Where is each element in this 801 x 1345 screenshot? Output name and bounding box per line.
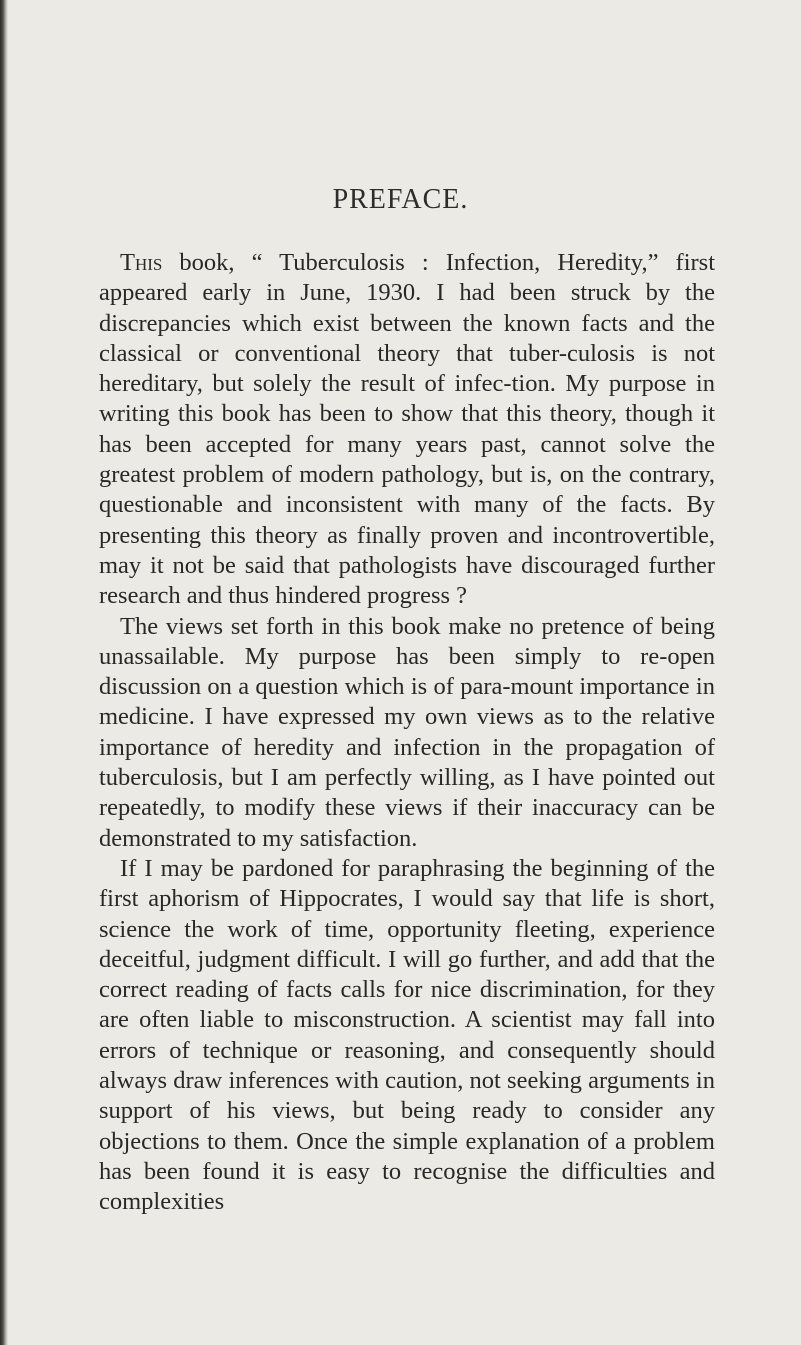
paragraph-3: If I may be pardoned for paraphrasing the beginning of the first aphorism of Hippocrates, I would say that life is short, science the work of time, opportunity fleeting, experience deceitful, judgment difficult. I will go further, and add that the correct reading of facts calls for nice discrimination, for they are often liable to misconstruction. A scientist may fall into errors of technique or reasoning, and consequently should always draw inferences with caution, not seeking arguments in support of his views, but being ready to consider any objections to them. Once the simple explanation of a problem has been found it is easy to recognise the difficulties and complexities — [99, 854, 715, 1216]
opening-word: This — [120, 249, 163, 276]
paragraph-1-text: book, “ Tuberculosis : Infection, Heredity,” first appeared early in June, 1930. I had been struck by the discrepancies which exist between the known facts and the classical or conventional theory that tuber-culosis is not hereditary, but solely the result of infec-tion. My purpose in writing this book has been to show that this theory, though it has been accepted for many years past, cannot solve the greatest problem of modern pathology, but is, on the contrary, questionable and inconsistent with many of the facts. By presenting this theory as finally proven and incontrovertible, may it not be said that pathologists have discouraged further research and thus hindered progress ? — [99, 249, 715, 610]
paragraph-1 — [99, 248, 715, 612]
page-title: PREFACE. — [332, 184, 469, 215]
paragraph-2: The views set forth in this book make no pretence of being unassailable. My purpose has been simply to re-open discussion on a question which is of para-mount importance in medicine. I have expressed my own views as to the relative importance of heredity and infection in the propagation of tuberculosis, but I am perfectly willing, as I have pointed out repeatedly, to modify these views if their inaccuracy can be demonstrated to my satisfaction. — [99, 612, 715, 852]
preface-body — [99, 248, 715, 1218]
